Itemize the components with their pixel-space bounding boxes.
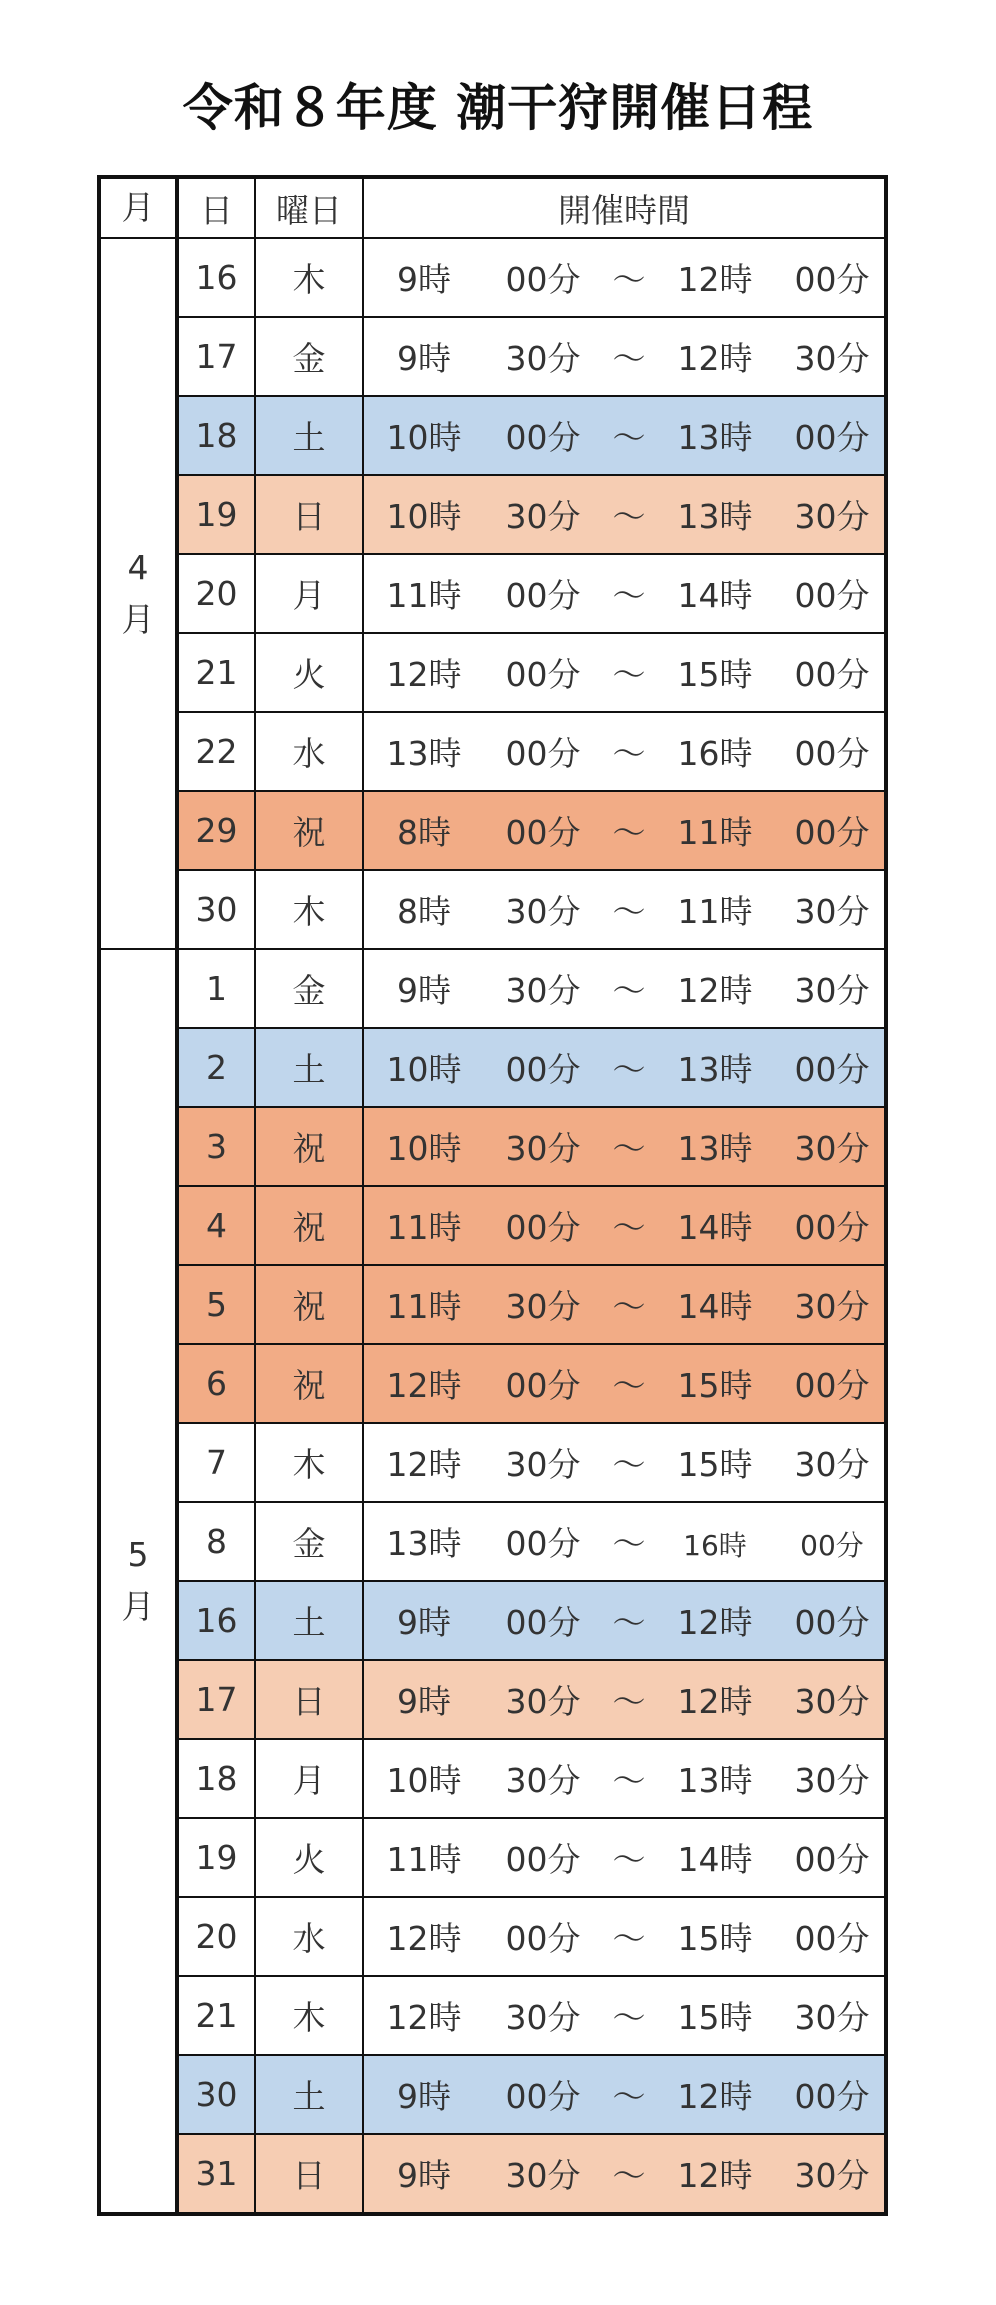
time-separator: 〜: [612, 2156, 646, 2195]
end-hour: 15時: [677, 1919, 753, 1958]
start-hour: 9時: [397, 1682, 451, 1721]
month-unit: 月: [121, 1587, 155, 1626]
time-cell: [363, 633, 886, 712]
schedule-row: [99, 2055, 886, 2134]
start-minute: 00分: [505, 813, 581, 852]
time-separator: 〜: [612, 1998, 646, 2037]
schedule-row: [99, 712, 886, 791]
weekday-cell: 祝: [255, 791, 363, 870]
time-separator: 〜: [612, 813, 646, 852]
start-minute: 30分: [505, 1998, 581, 2037]
time-cell: [363, 554, 886, 633]
weekday-cell: 金: [255, 949, 363, 1028]
schedule-row: [99, 396, 886, 475]
schedule-row: [99, 475, 886, 554]
header-month: 月: [99, 177, 177, 238]
start-hour: 8時: [397, 892, 451, 931]
day-cell: 22: [177, 712, 255, 791]
start-hour: 12時: [386, 1998, 462, 2037]
month-cell: [99, 238, 177, 949]
weekday-cell: 土: [255, 1581, 363, 1660]
weekday-cell: 金: [255, 1502, 363, 1581]
weekday-cell: 木: [255, 238, 363, 317]
time-cell: [363, 1107, 886, 1186]
end-minute: 00分: [794, 576, 870, 615]
time-cell: [363, 1028, 886, 1107]
end-hour: 13時: [677, 1129, 753, 1168]
start-hour: 9時: [397, 260, 451, 299]
schedule-row: [99, 949, 886, 1028]
time-separator: 〜: [612, 734, 646, 773]
day-cell: 8: [177, 1502, 255, 1581]
day-cell: 17: [177, 1660, 255, 1739]
day-cell: 21: [177, 633, 255, 712]
end-minute: 30分: [794, 1129, 870, 1168]
day-cell: 6: [177, 1344, 255, 1423]
schedule-row: [99, 1739, 886, 1818]
start-minute: 30分: [505, 497, 581, 536]
start-hour: 9時: [397, 2156, 451, 2195]
start-minute: 00分: [505, 734, 581, 773]
end-hour: 14時: [677, 1208, 753, 1247]
time-separator: 〜: [612, 1682, 646, 1721]
schedule-row: [99, 317, 886, 396]
day-cell: 20: [177, 1897, 255, 1976]
end-hour: 12時: [677, 2077, 753, 2116]
end-minute: 00分: [794, 1050, 870, 1089]
time-cell: [363, 1818, 886, 1897]
time-cell: [363, 1186, 886, 1265]
schedule-row: [99, 1344, 886, 1423]
end-hour: 15時: [677, 655, 753, 694]
start-minute: 30分: [505, 2156, 581, 2195]
time-cell: [363, 712, 886, 791]
time-cell: [363, 2055, 886, 2134]
end-minute: 00分: [794, 1840, 870, 1879]
start-minute: 00分: [505, 2077, 581, 2116]
day-cell: 7: [177, 1423, 255, 1502]
end-hour: 14時: [677, 576, 753, 615]
weekday-cell: 祝: [255, 1265, 363, 1344]
start-hour: 9時: [397, 339, 451, 378]
end-minute: 30分: [794, 1287, 870, 1326]
end-minute: 00分: [794, 655, 870, 694]
start-minute: 00分: [505, 1919, 581, 1958]
day-cell: 20: [177, 554, 255, 633]
month-cell: [99, 949, 177, 2214]
time-cell: [363, 238, 886, 317]
weekday-cell: 土: [255, 396, 363, 475]
header-day: 日: [177, 177, 255, 238]
time-cell: [363, 1502, 886, 1581]
start-hour: 10時: [386, 418, 462, 457]
end-minute: 30分: [794, 1998, 870, 2037]
start-minute: 00分: [505, 1050, 581, 1089]
start-minute: 00分: [505, 1524, 581, 1563]
time-separator: 〜: [612, 1840, 646, 1879]
schedule-row: [99, 1818, 886, 1897]
start-minute: 30分: [505, 339, 581, 378]
end-minute: 00分: [794, 734, 870, 773]
header-row: [99, 177, 886, 238]
day-cell: 5: [177, 1265, 255, 1344]
end-hour: 14時: [677, 1840, 753, 1879]
start-hour: 11時: [386, 1840, 462, 1879]
start-hour: 12時: [386, 1919, 462, 1958]
schedule-row: [99, 1897, 886, 1976]
start-minute: 00分: [505, 1840, 581, 1879]
start-hour: 8時: [397, 813, 451, 852]
schedule-row: [99, 870, 886, 949]
end-hour: 11時: [677, 892, 753, 931]
end-hour: 15時: [677, 1366, 753, 1405]
schedule-body: [99, 238, 886, 2214]
month-number: 5: [127, 1535, 149, 1574]
end-minute: 00分: [794, 1366, 870, 1405]
schedule-row: [99, 791, 886, 870]
day-cell: 29: [177, 791, 255, 870]
time-cell: [363, 1423, 886, 1502]
schedule-row: [99, 1186, 886, 1265]
schedule-row: [99, 1660, 886, 1739]
schedule-row: [99, 1107, 886, 1186]
end-minute: 00分: [800, 1529, 864, 1562]
end-hour: 16時: [677, 734, 753, 773]
start-hour: 11時: [386, 1208, 462, 1247]
end-hour: 13時: [677, 418, 753, 457]
start-hour: 12時: [386, 655, 462, 694]
time-separator: 〜: [612, 1524, 646, 1563]
weekday-cell: 祝: [255, 1186, 363, 1265]
time-separator: 〜: [612, 497, 646, 536]
start-hour: 9時: [397, 1603, 451, 1642]
weekday-cell: 木: [255, 870, 363, 949]
time-cell: [363, 870, 886, 949]
end-hour: 13時: [677, 497, 753, 536]
day-cell: 1: [177, 949, 255, 1028]
time-cell: [363, 949, 886, 1028]
start-hour: 12時: [386, 1366, 462, 1405]
day-cell: 3: [177, 1107, 255, 1186]
end-hour: 12時: [677, 1682, 753, 1721]
day-cell: 17: [177, 317, 255, 396]
start-hour: 9時: [397, 2077, 451, 2116]
day-cell: 31: [177, 2134, 255, 2214]
schedule-row: [99, 1423, 886, 1502]
time-cell: [363, 1265, 886, 1344]
end-minute: 00分: [794, 813, 870, 852]
day-cell: 30: [177, 870, 255, 949]
time-cell: [363, 1897, 886, 1976]
time-separator: 〜: [612, 1761, 646, 1800]
time-cell: [363, 791, 886, 870]
start-hour: 10時: [386, 1761, 462, 1800]
end-hour: 13時: [677, 1761, 753, 1800]
day-cell: 18: [177, 396, 255, 475]
start-minute: 30分: [505, 971, 581, 1010]
start-minute: 30分: [505, 892, 581, 931]
time-separator: 〜: [612, 260, 646, 299]
end-hour: 15時: [677, 1998, 753, 2037]
time-separator: 〜: [612, 576, 646, 615]
time-cell: [363, 1739, 886, 1818]
end-minute: 30分: [794, 1761, 870, 1800]
end-minute: 00分: [794, 418, 870, 457]
month-unit: 月: [121, 599, 155, 639]
end-hour: 15時: [677, 1445, 753, 1484]
start-minute: 30分: [505, 1761, 581, 1800]
end-minute: 30分: [794, 971, 870, 1010]
day-cell: 21: [177, 1976, 255, 2055]
end-minute: 00分: [794, 1919, 870, 1958]
end-minute: 30分: [794, 339, 870, 378]
start-hour: 13時: [386, 734, 462, 773]
weekday-cell: 火: [255, 1818, 363, 1897]
start-minute: 00分: [505, 655, 581, 694]
time-cell: [363, 1660, 886, 1739]
weekday-cell: 火: [255, 633, 363, 712]
weekday-cell: 月: [255, 554, 363, 633]
end-minute: 00分: [794, 1208, 870, 1247]
end-hour: 12時: [677, 260, 753, 299]
time-separator: 〜: [612, 1287, 646, 1326]
weekday-cell: 土: [255, 1028, 363, 1107]
start-hour: 10時: [386, 497, 462, 536]
time-separator: 〜: [612, 418, 646, 457]
time-cell: [363, 317, 886, 396]
schedule-row: [99, 1581, 886, 1660]
weekday-cell: 木: [255, 1976, 363, 2055]
end-minute: 30分: [794, 1682, 870, 1721]
time-cell: [363, 475, 886, 554]
page-title: 令和８年度 潮干狩開催日程: [182, 79, 814, 137]
start-minute: 00分: [505, 1603, 581, 1642]
time-separator: 〜: [612, 1445, 646, 1484]
time-separator: 〜: [612, 1208, 646, 1247]
time-cell: [363, 2134, 886, 2214]
schedule-row: [99, 1976, 886, 2055]
end-hour: 12時: [677, 339, 753, 378]
start-minute: 30分: [505, 1287, 581, 1326]
end-hour: 14時: [677, 1287, 753, 1326]
time-separator: 〜: [612, 1129, 646, 1168]
day-cell: 18: [177, 1739, 255, 1818]
start-minute: 30分: [505, 1445, 581, 1484]
weekday-cell: 祝: [255, 1107, 363, 1186]
end-minute: 30分: [794, 1445, 870, 1484]
day-cell: 19: [177, 475, 255, 554]
time-separator: 〜: [612, 1603, 646, 1642]
time-separator: 〜: [612, 892, 646, 931]
end-minute: 30分: [794, 2156, 870, 2195]
schedule-row: [99, 633, 886, 712]
end-minute: 30分: [794, 497, 870, 536]
day-cell: 16: [177, 1581, 255, 1660]
schedule-table: [97, 175, 888, 2216]
day-cell: 19: [177, 1818, 255, 1897]
time-separator: 〜: [612, 1366, 646, 1405]
time-separator: 〜: [612, 1919, 646, 1958]
end-hour: 12時: [677, 1603, 753, 1642]
time-separator: 〜: [612, 2077, 646, 2116]
start-hour: 13時: [386, 1524, 462, 1563]
time-separator: 〜: [612, 971, 646, 1010]
schedule-row: [99, 1502, 886, 1581]
start-hour: 11時: [386, 1287, 462, 1326]
start-hour: 12時: [386, 1445, 462, 1484]
end-minute: 00分: [794, 260, 870, 299]
time-separator: 〜: [612, 655, 646, 694]
schedule-row: [99, 554, 886, 633]
weekday-cell: 日: [255, 2134, 363, 2214]
weekday-cell: 祝: [255, 1344, 363, 1423]
start-minute: 30分: [505, 1682, 581, 1721]
start-hour: 9時: [397, 971, 451, 1010]
start-minute: 00分: [505, 418, 581, 457]
weekday-cell: 金: [255, 317, 363, 396]
weekday-cell: 日: [255, 1660, 363, 1739]
weekday-cell: 土: [255, 2055, 363, 2134]
start-hour: 10時: [386, 1050, 462, 1089]
time-separator: 〜: [612, 339, 646, 378]
start-minute: 30分: [505, 1129, 581, 1168]
end-hour: 12時: [677, 971, 753, 1010]
header-weekday: 曜日: [255, 177, 363, 238]
schedule-row: [99, 2134, 886, 2214]
schedule-row: [99, 1028, 886, 1107]
end-hour: 16時: [683, 1529, 747, 1562]
schedule-row: [99, 1265, 886, 1344]
time-cell: [363, 1976, 886, 2055]
end-minute: 00分: [794, 1603, 870, 1642]
end-minute: 00分: [794, 2077, 870, 2116]
day-cell: 4: [177, 1186, 255, 1265]
time-cell: [363, 1581, 886, 1660]
start-minute: 00分: [505, 1366, 581, 1405]
month-number: 4: [127, 547, 149, 587]
end-minute: 30分: [794, 892, 870, 931]
end-hour: 11時: [677, 813, 753, 852]
weekday-cell: 日: [255, 475, 363, 554]
header-time: 開催時間: [363, 177, 886, 238]
schedule-row: [99, 238, 886, 317]
start-hour: 10時: [386, 1129, 462, 1168]
start-minute: 00分: [505, 576, 581, 615]
start-hour: 11時: [386, 576, 462, 615]
time-cell: [363, 396, 886, 475]
end-hour: 13時: [677, 1050, 753, 1089]
time-separator: 〜: [612, 1050, 646, 1089]
weekday-cell: 水: [255, 712, 363, 791]
day-cell: 16: [177, 238, 255, 317]
weekday-cell: 木: [255, 1423, 363, 1502]
start-minute: 00分: [505, 260, 581, 299]
weekday-cell: 水: [255, 1897, 363, 1976]
day-cell: 2: [177, 1028, 255, 1107]
time-cell: [363, 1344, 886, 1423]
end-hour: 12時: [677, 2156, 753, 2195]
weekday-cell: 月: [255, 1739, 363, 1818]
start-minute: 00分: [505, 1208, 581, 1247]
day-cell: 30: [177, 2055, 255, 2134]
